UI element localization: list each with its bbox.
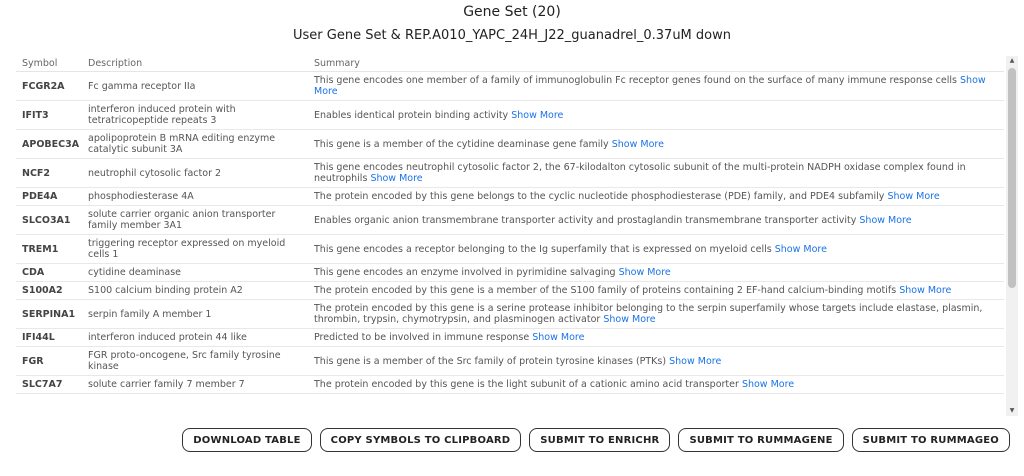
show-more-link[interactable]: Show More [314, 75, 986, 97]
show-more-link[interactable]: Show More [741, 379, 795, 390]
gene-description: interferon induced protein with tetratricopeptide repeats 3 [82, 101, 308, 130]
submit-enrichr-button[interactable]: SUBMIT TO ENRICHR [529, 428, 670, 452]
table-row [16, 329, 1004, 347]
gene-summary: Enables identical protein binding activity [314, 109, 509, 121]
gene-summary: The protein encoded by this gene is a member of the S100 family of proteins containing 2 EF-hand calcium-binding motifs [314, 285, 897, 296]
show-more-link[interactable]: Show More [774, 243, 827, 255]
table-row [16, 347, 1004, 376]
show-more-link[interactable]: Show More [370, 173, 423, 184]
action-button-bar [182, 428, 1010, 452]
gene-description: triggering receptor expressed on myeloid cells 1 [82, 235, 308, 264]
gene-summary: This gene encodes one member of a family of immunoglobulin Fc receptor genes found on the surface of many immune response cells [314, 75, 957, 86]
gene-symbol: CDA [16, 264, 82, 282]
gene-symbol: NCF2 [16, 159, 82, 188]
table-row [16, 282, 1004, 300]
scrollbar-thumb[interactable] [1008, 68, 1016, 288]
gene-summary: The protein encoded by this gene is the light subunit of a cationic amino acid transporter [314, 379, 739, 390]
table-row [16, 206, 1004, 235]
column-header-symbol: Symbol [16, 54, 82, 72]
gene-summary-cell [308, 188, 1004, 206]
table-scrollbar[interactable] [1006, 56, 1018, 416]
gene-table-container [16, 54, 1004, 416]
gene-symbol: SERPINA1 [16, 300, 82, 329]
table-row [16, 101, 1004, 130]
table-row [16, 376, 1004, 394]
gene-summary: Predicted to be involved in immune response [314, 332, 530, 343]
gene-description: neutrophil cytosolic factor 2 [82, 159, 308, 188]
gene-summary-cell [308, 206, 1004, 235]
gene-table [16, 54, 1004, 394]
gene-summary-cell [308, 101, 1004, 130]
gene-summary-cell [308, 264, 1004, 282]
table-row [16, 72, 1004, 101]
gene-description: S100 calcium binding protein A2 [82, 282, 308, 300]
gene-description: Fc gamma receptor IIa [82, 72, 308, 101]
show-more-link[interactable]: Show More [611, 138, 664, 150]
download-table-button[interactable]: DOWNLOAD TABLE [182, 428, 311, 452]
gene-summary: The protein encoded by this gene belongs to the cyclic nucleotide phosphodiesterase (PDE) family, and PDE4 subfamily [314, 191, 885, 202]
gene-symbol: IFIT3 [16, 101, 82, 130]
gene-description: serpin family A member 1 [82, 300, 308, 329]
show-more-link[interactable]: Show More [618, 267, 671, 278]
table-row [16, 130, 1004, 159]
gene-summary: This gene encodes an enzyme involved in pyrimidine salvaging [314, 267, 616, 278]
show-more-link[interactable]: Show More [899, 285, 952, 296]
submit-rummagene-button[interactable]: SUBMIT TO RUMMAGENE [678, 428, 843, 452]
gene-summary-cell [308, 130, 1004, 159]
gene-description: solute carrier organic anion transporter family member 3A1 [82, 206, 308, 235]
gene-summary: This gene encodes neutrophil cytosolic factor 2, the 67-kilodalton cytosolic subunit of the multi-protein NADPH oxidase complex found in neutrophils [314, 162, 966, 184]
gene-symbol: IFI44L [16, 329, 82, 347]
gene-summary: This gene encodes a receptor belonging to the Ig superfamily that is expressed on myeloid cells [314, 243, 772, 255]
gene-description: phosphodiesterase 4A [82, 188, 308, 206]
gene-summary-cell [308, 72, 1004, 101]
gene-summary-cell [308, 329, 1004, 347]
column-header-summary: Summary [308, 54, 1004, 72]
gene-description: solute carrier family 7 member 7 [82, 376, 308, 394]
gene-description: apolipoprotein B mRNA editing enzyme catalytic subunit 3A [82, 130, 308, 159]
table-row [16, 159, 1004, 188]
gene-symbol: SLC7A7 [16, 376, 82, 394]
dialog-subtitle: User Gene Set & REP.A010_YAPC_24H_J22_guanadrel_0.37uM down [293, 28, 731, 43]
gene-summary: Enables organic anion transmembrane transporter activity and prostaglandin transmembrane transporter activity [314, 214, 857, 226]
table-header-row [16, 54, 1004, 72]
table-row [16, 188, 1004, 206]
scroll-down-arrow-icon[interactable]: ▼ [1009, 407, 1015, 414]
gene-summary-cell [308, 159, 1004, 188]
gene-summary-cell [308, 300, 1004, 329]
gene-symbol: APOBEC3A [16, 130, 82, 159]
dialog-title: Gene Set (20) [463, 4, 561, 20]
gene-summary-cell [308, 235, 1004, 264]
gene-summary-cell [308, 282, 1004, 300]
show-more-link[interactable]: Show More [887, 191, 940, 202]
show-more-link[interactable]: Show More [603, 314, 656, 325]
gene-symbol: FCGR2A [16, 72, 82, 101]
gene-description: cytidine deaminase [82, 264, 308, 282]
show-more-link[interactable]: Show More [859, 214, 912, 226]
gene-description: interferon induced protein 44 like [82, 329, 308, 347]
table-row [16, 264, 1004, 282]
submit-rummageo-button[interactable]: SUBMIT TO RUMMAGEO [852, 428, 1010, 452]
show-more-link[interactable]: Show More [669, 355, 722, 367]
gene-summary-cell [308, 376, 1004, 394]
gene-symbol: SLCO3A1 [16, 206, 82, 235]
show-more-link[interactable]: Show More [511, 109, 564, 121]
gene-symbol: TREM1 [16, 235, 82, 264]
table-row [16, 300, 1004, 329]
column-header-description: Description [82, 54, 308, 72]
scroll-up-arrow-icon[interactable]: ▲ [1009, 57, 1015, 64]
gene-symbol: PDE4A [16, 188, 82, 206]
table-row [16, 235, 1004, 264]
gene-symbol: FGR [16, 347, 82, 376]
gene-summary: This gene is a member of the cytidine deaminase gene family [314, 138, 609, 150]
copy-symbols-button[interactable]: COPY SYMBOLS TO CLIPBOARD [320, 428, 522, 452]
gene-summary: The protein encoded by this gene is a serine protease inhibitor belonging to the serpin superfamily whose targets include elastase, plasmin, thrombin, trypsin, chymotrypsin, and plasminogen activator [314, 303, 983, 325]
gene-summary: This gene is a member of the Src family of protein tyrosine kinases (PTKs) [314, 355, 667, 367]
gene-symbol: S100A2 [16, 282, 82, 300]
gene-description: FGR proto-oncogene, Src family tyrosine kinase [82, 347, 308, 376]
gene-summary-cell [308, 347, 1004, 376]
show-more-link[interactable]: Show More [532, 332, 585, 343]
